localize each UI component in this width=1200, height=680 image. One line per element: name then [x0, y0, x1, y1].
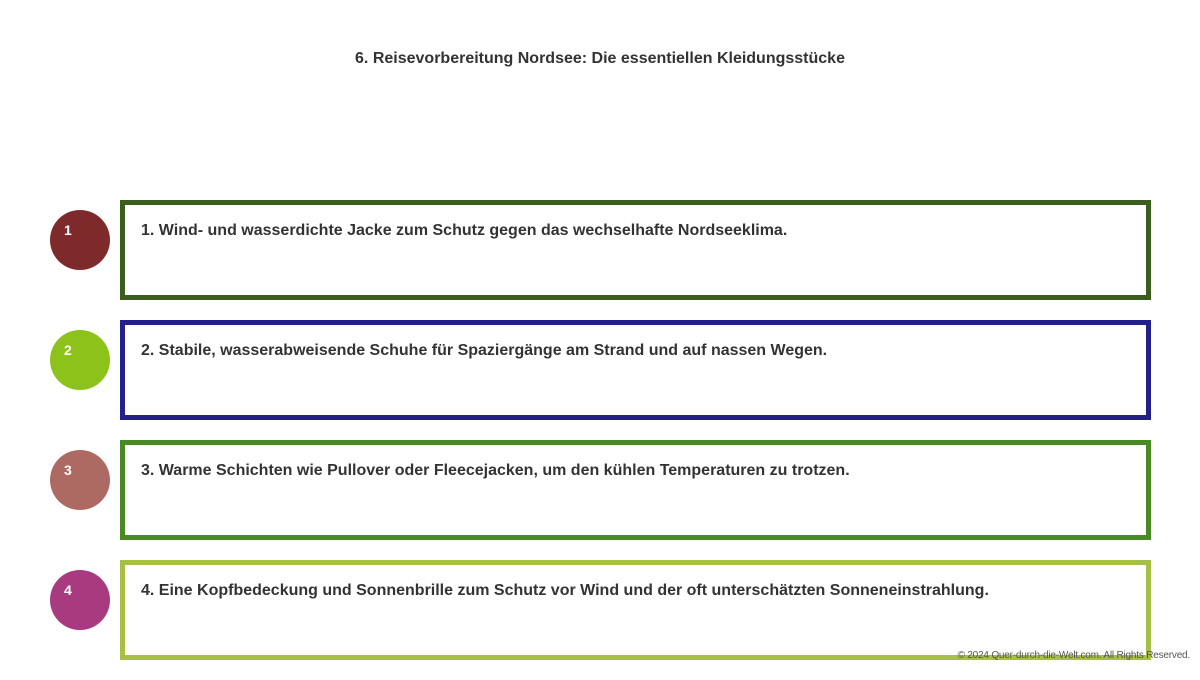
item-text: 1. Wind- und wasserdichte Jacke zum Schutz gegen das wechselhafte Nordseeklima.: [141, 222, 788, 239]
number-badge: 3: [50, 450, 110, 510]
list-item: [0, 320, 1200, 420]
copyright-notice: © 2024 Quer-durch-die-Welt.com. All Rights Reserved.: [957, 650, 1190, 661]
list-item: [0, 440, 1200, 540]
number-badge: 2: [50, 330, 110, 390]
item-card: [120, 200, 1151, 300]
number-badge: 4: [50, 570, 110, 630]
page-title: 6. Reisevorbereitung Nordsee: Die essentiellen Kleidungsstücke: [355, 50, 845, 67]
item-card: [120, 560, 1151, 660]
number-badge: 1: [50, 210, 110, 270]
item-text: 3. Warme Schichten wie Pullover oder Fleecejacken, um den kühlen Temperaturen zu trotzen.: [141, 462, 850, 479]
item-card: [120, 320, 1151, 420]
item-text: 4. Eine Kopfbedeckung und Sonnenbrille zum Schutz vor Wind und der oft unterschätzten Sonneneinstrahlung.: [141, 582, 989, 599]
list-item: [0, 560, 1200, 660]
item-card: [120, 440, 1151, 540]
list-item: [0, 200, 1200, 300]
item-text: 2. Stabile, wasserabweisende Schuhe für Spaziergänge am Strand und auf nassen Wegen.: [141, 342, 828, 359]
